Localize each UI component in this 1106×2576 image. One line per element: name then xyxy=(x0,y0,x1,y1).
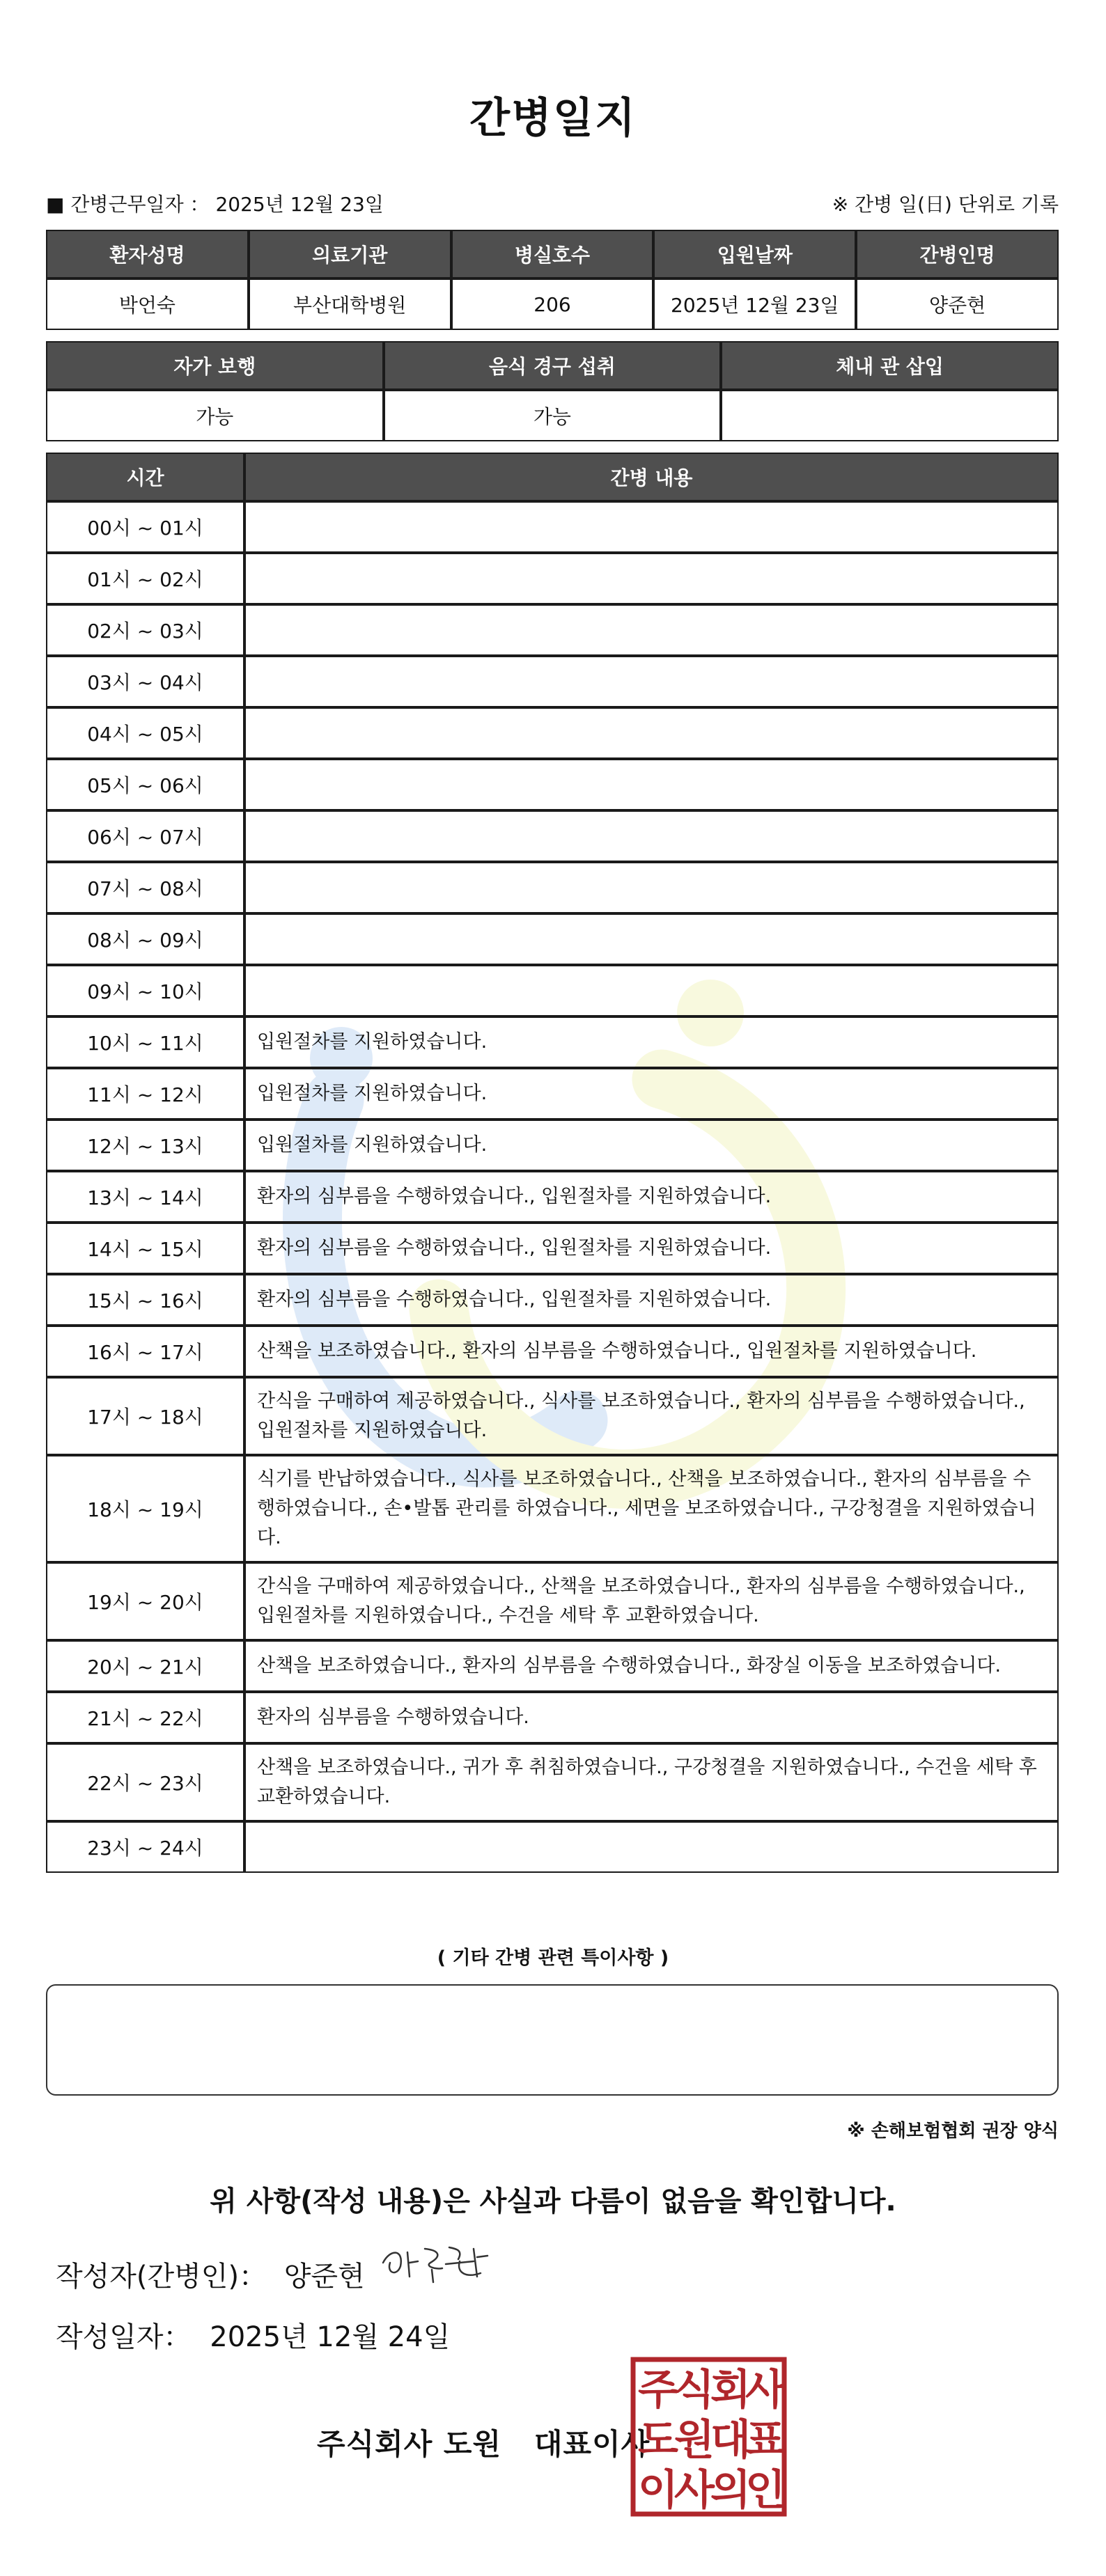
hospital-name: 부산대학병원 xyxy=(249,278,451,330)
schedule-row xyxy=(46,1274,1059,1326)
writer-line xyxy=(56,2254,365,2294)
schedule-content: 간식을 구매하여 제공하였습니다., 식사를 보조하였습니다., 환자의 심부름을 수행하였습니다., 입원절차를 지원하였습니다. xyxy=(244,1377,1059,1455)
svg-text:표: 표 xyxy=(745,2416,786,2465)
schedule-time: 18시 ~ 19시 xyxy=(46,1455,244,1562)
schedule-content xyxy=(244,862,1059,913)
schedule-row xyxy=(46,707,1059,759)
schedule-time: 23시 ~ 24시 xyxy=(46,1821,244,1873)
schedule-time: 00시 ~ 01시 xyxy=(46,501,244,553)
schedule-content xyxy=(244,913,1059,965)
schedule-content xyxy=(244,810,1059,862)
schedule-content xyxy=(244,604,1059,656)
schedule-content: 산책을 보조하였습니다., 환자의 심부름을 수행하였습니다., 입원절차를 지원하였습니다. xyxy=(244,1326,1059,1377)
header-room-number: 병실호수 xyxy=(451,230,654,278)
schedule-row xyxy=(46,501,1059,553)
schedule-content xyxy=(244,965,1059,1016)
schedule-time: 06시 ~ 07시 xyxy=(46,810,244,862)
header-caregiver-name: 간병인명 xyxy=(856,230,1059,278)
schedule-time: 16시 ~ 17시 xyxy=(46,1326,244,1377)
patient-name: 박언숙 xyxy=(46,278,249,330)
header-patient-name: 환자성명 xyxy=(46,230,249,278)
schedule-content xyxy=(244,707,1059,759)
self-walking-value: 가능 xyxy=(46,390,384,441)
schedule-row xyxy=(46,1326,1059,1377)
schedule-row xyxy=(46,913,1059,965)
room-number: 206 xyxy=(451,278,654,330)
notes-box xyxy=(46,1984,1059,2096)
schedule-row xyxy=(46,1223,1059,1274)
written-date-label: 작성일자： xyxy=(56,2321,192,2353)
schedule-row xyxy=(46,1821,1059,1873)
schedule-content xyxy=(244,501,1059,553)
schedule-row xyxy=(46,1743,1059,1821)
schedule-time: 21시 ~ 22시 xyxy=(46,1692,244,1743)
svg-text:사: 사 xyxy=(674,2466,715,2515)
svg-text:원: 원 xyxy=(674,2416,715,2465)
company-seal-icon xyxy=(630,2357,787,2517)
schedule-row xyxy=(46,1016,1059,1068)
signature-icon xyxy=(376,2235,501,2291)
svg-text:사: 사 xyxy=(745,2366,786,2414)
schedule-content: 환자의 심부름을 수행하였습니다., 입원절차를 지원하였습니다. xyxy=(244,1274,1059,1326)
schedule-content: 간식을 구매하여 제공하였습니다., 산책을 보조하였습니다., 환자의 심부름을 수행하였습니다., 입원절차를 지원하였습니다., 수건을 세탁 후 교환하였습니다. xyxy=(244,1562,1059,1640)
oral-intake-value: 가능 xyxy=(384,390,722,441)
schedule-content: 환자의 심부름을 수행하였습니다., 입원절차를 지원하였습니다. xyxy=(244,1223,1059,1274)
schedule-time: 04시 ~ 05시 xyxy=(46,707,244,759)
confirm-statement: 위 사항(작성 내용)은 사실과 다름이 없음을 확인합니다. xyxy=(210,2185,896,2217)
schedule-content xyxy=(244,656,1059,707)
schedule-row xyxy=(46,1562,1059,1640)
schedule-row xyxy=(46,1120,1059,1171)
svg-text:인: 인 xyxy=(745,2466,786,2515)
schedule-time: 07시 ~ 08시 xyxy=(46,862,244,913)
schedule-content xyxy=(244,1821,1059,1873)
admission-date: 2025년 12월 23일 xyxy=(653,278,856,330)
svg-text:회: 회 xyxy=(710,2366,751,2414)
patient-ability-table xyxy=(46,341,1059,441)
svg-text:식: 식 xyxy=(674,2366,715,2414)
schedule-content: 환자의 심부름을 수행하였습니다. xyxy=(244,1692,1059,1743)
schedule-content: 식기를 반납하였습니다., 식사를 보조하였습니다., 산책을 보조하였습니다., 환자의 심부름을 수행하였습니다., 손•발톱 관리를 하였습니다., 세면을 보조하였습니다., 구강청결을 지원하였습니다. xyxy=(244,1455,1059,1562)
schedule-row xyxy=(46,1171,1059,1223)
schedule-content: 입원절차를 지원하였습니다. xyxy=(244,1016,1059,1068)
written-date-value: 2025년 12월 24일 xyxy=(210,2321,451,2353)
schedule-content: 산책을 보조하였습니다., 귀가 후 취침하였습니다., 구강청결을 지원하였습니다., 수건을 세탁 후 교환하였습니다. xyxy=(244,1743,1059,1821)
schedule-row xyxy=(46,1692,1059,1743)
schedule-row xyxy=(46,1455,1059,1562)
schedule-time: 11시 ~ 12시 xyxy=(46,1068,244,1120)
schedule-time: 14시 ~ 15시 xyxy=(46,1223,244,1274)
record-note: ※ 간병 일(日) 단위로 기록 xyxy=(832,193,1059,216)
svg-text:대: 대 xyxy=(710,2416,751,2465)
care-schedule-table xyxy=(46,453,1059,1873)
header-care-content: 간병 내용 xyxy=(244,453,1059,501)
schedule-row xyxy=(46,759,1059,810)
header-time: 시간 xyxy=(46,453,244,501)
caregiver-name: 양준현 xyxy=(856,278,1059,330)
written-date-line xyxy=(56,2315,450,2355)
header-tube-insertion: 체내 관 삽입 xyxy=(721,341,1059,390)
schedule-time: 08시 ~ 09시 xyxy=(46,913,244,965)
schedule-time: 19시 ~ 20시 xyxy=(46,1562,244,1640)
header-self-walking: 자가 보행 xyxy=(46,341,384,390)
schedule-row xyxy=(46,1640,1059,1692)
writer-label: 작성자(간병인)： xyxy=(56,2261,267,2293)
schedule-time: 20시 ~ 21시 xyxy=(46,1640,244,1692)
schedule-time: 01시 ~ 02시 xyxy=(46,553,244,604)
schedule-time: 03시 ~ 04시 xyxy=(46,656,244,707)
schedule-row xyxy=(46,553,1059,604)
schedule-row xyxy=(46,1068,1059,1120)
work-date-label: ■ 간병근무일자 ： 2025년 12월 23일 xyxy=(46,193,384,216)
schedule-time: 09시 ~ 10시 xyxy=(46,965,244,1016)
schedule-content xyxy=(244,759,1059,810)
care-schedule-body xyxy=(46,501,1059,1873)
schedule-time: 12시 ~ 13시 xyxy=(46,1120,244,1171)
schedule-row xyxy=(46,1377,1059,1455)
schedule-time: 05시 ~ 06시 xyxy=(46,759,244,810)
svg-text:주: 주 xyxy=(638,2366,678,2414)
tube-insertion-value xyxy=(721,390,1059,441)
schedule-content: 산책을 보조하였습니다., 환자의 심부름을 수행하였습니다., 화장실 이동을 보조하였습니다. xyxy=(244,1640,1059,1692)
schedule-content: 입원절차를 지원하였습니다. xyxy=(244,1120,1059,1171)
company-representative: 주식회사 도원 대표이사 xyxy=(317,2427,651,2461)
schedule-time: 02시 ~ 03시 xyxy=(46,604,244,656)
schedule-content: 입원절차를 지원하였습니다. xyxy=(244,1068,1059,1120)
work-date-row xyxy=(46,189,1059,220)
writer-name: 양준현 xyxy=(283,2261,365,2293)
schedule-row xyxy=(46,604,1059,656)
schedule-time: 10시 ~ 11시 xyxy=(46,1016,244,1068)
schedule-time: 13시 ~ 14시 xyxy=(46,1171,244,1223)
schedule-time: 17시 ~ 18시 xyxy=(46,1377,244,1455)
schedule-time: 15시 ~ 16시 xyxy=(46,1274,244,1326)
svg-text:의: 의 xyxy=(710,2466,751,2515)
header-oral-intake: 음식 경구 섭취 xyxy=(384,341,722,390)
svg-text:도: 도 xyxy=(638,2416,678,2465)
patient-info-table xyxy=(46,230,1059,330)
schedule-content xyxy=(244,553,1059,604)
schedule-time: 22시 ~ 23시 xyxy=(46,1743,244,1821)
schedule-row xyxy=(46,965,1059,1016)
schedule-row xyxy=(46,862,1059,913)
header-hospital: 의료기관 xyxy=(249,230,451,278)
schedule-content: 환자의 심부름을 수행하였습니다., 입원절차를 지원하였습니다. xyxy=(244,1171,1059,1223)
notes-title: ( 기타 간병 관련 특이사항 ) xyxy=(437,1947,669,1969)
schedule-row xyxy=(46,810,1059,862)
schedule-row xyxy=(46,656,1059,707)
page-title: 간병일지 xyxy=(469,94,637,143)
svg-text:이: 이 xyxy=(638,2466,678,2515)
recommend-note: ※ 손해보험협회 권장 양식 xyxy=(847,2121,1059,2142)
header-admission-date: 입원날짜 xyxy=(653,230,856,278)
